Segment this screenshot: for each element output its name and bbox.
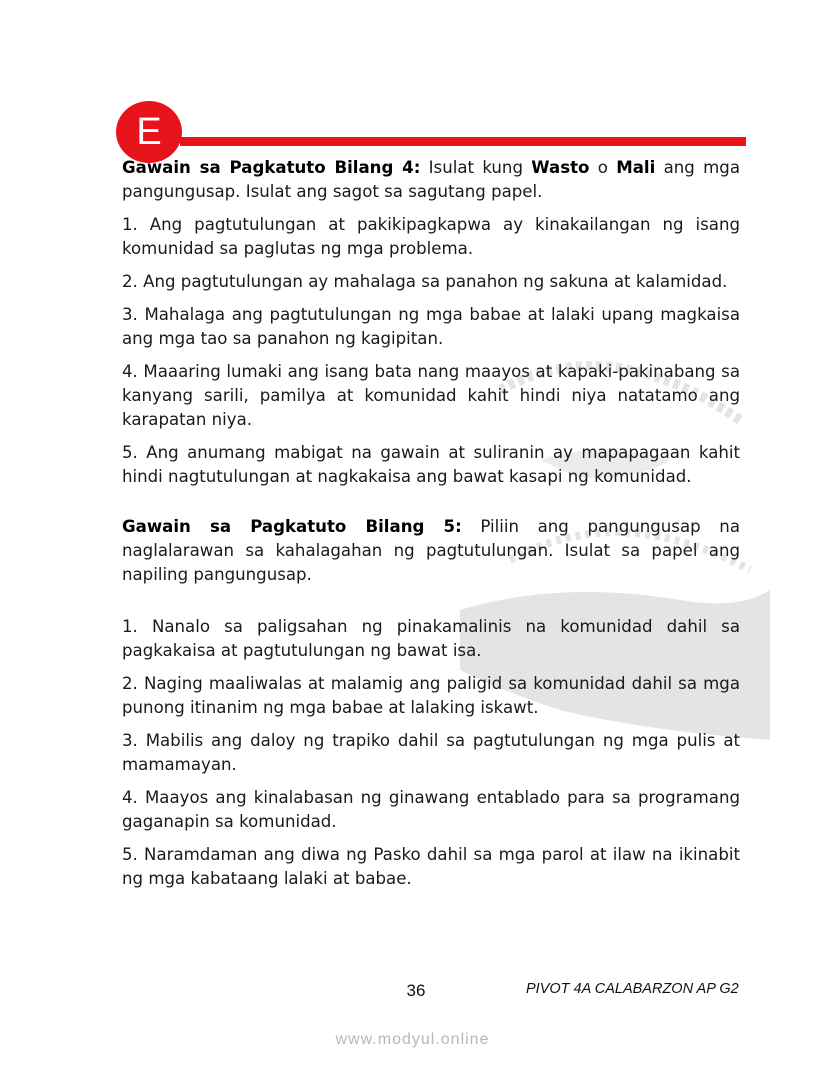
section-spacer — [122, 587, 740, 606]
task4-instruction-text: o — [589, 158, 617, 177]
task4-item-5: 5. Ang anumang mabigat na gawain at suliranin ay mapapagaan kahit hindi nagtutulungan at nagkakaisa ang bawat kasapi ng komunidad. — [122, 443, 740, 486]
task5-instruction-text: Piliin ang pangungusap na naglalarawan sa kahalagahan ng pagtutulungan. Isulat sa papel ang napiling pangungusap. — [122, 517, 740, 584]
task4-title: Gawain sa Pagkatuto Bilang 4: — [122, 158, 421, 177]
task4-instruction — [122, 156, 740, 204]
worksheet-content — [122, 156, 740, 891]
task4-item-2: 2. Ang pagtutulungan ay mahalaga sa panahon ng sakuna at kalamidad. — [122, 272, 728, 291]
task4-instruction-text: ang mga pangungusap. Isulat ang sagot sa sagutang papel. — [122, 158, 740, 201]
footer-module-title: PIVOT 4A CALABARZON AP G2 — [526, 981, 739, 997]
task5-item-5: 5. Naramdaman ang diwa ng Pasko dahil sa mga parol at ilaw na ikinabit ng mga kabataang lalaki at babae. — [122, 845, 740, 888]
task5-instruction — [122, 515, 740, 587]
task5-item-2: 2. Naging maaliwalas at malamig ang paligid sa komunidad dahil sa mga punong itinanim ng mga babae at lalaking iskawt. — [122, 674, 740, 717]
section-divider-line — [180, 137, 746, 146]
task5-item-4: 4. Maayos ang kinalabasan ng ginawang entablado para sa programang gaganapin sa komunidad. — [122, 788, 740, 831]
task4-instruction-text: Isulat kung — [420, 158, 532, 177]
site-watermark-text: www.modyul.online — [335, 1031, 490, 1048]
task5-item-1: 1. Nanalo sa paligsahan ng pinakamalinis na komunidad dahil sa pagkakaisa at pagtutulungan ng bawat isa. — [122, 617, 740, 660]
task4-item-3: 3. Mahalaga ang pagtutulungan ng mga babae at lalaki upang magkaisa ang mga tao sa panahon ng kagipitan. — [122, 305, 740, 348]
task5-title: Gawain sa Pagkatuto Bilang 5: — [122, 517, 462, 536]
task5-item-3: 3. Mabilis ang daloy ng trapiko dahil sa pagtutulungan ng mga pulis at mamamayan. — [122, 731, 740, 774]
section-badge: E — [116, 101, 182, 163]
page-number: 36 — [406, 981, 426, 1000]
keyword-wasto: Wasto — [531, 158, 590, 177]
task4-item-1: 1. Ang pagtutulungan at pakikipagkapwa ay kinakailangan ng isang komunidad sa paglutas ng mga problema. — [122, 215, 740, 258]
task4-item-4: 4. Maaaring lumaki ang isang bata nang maayos at kapaki-pakinabang sa kanyang sarili, pamilya at komunidad kahit hindi niya natatamo ang karapatan niya. — [122, 362, 740, 429]
section-spacer — [122, 489, 740, 515]
keyword-mali: Mali — [616, 158, 656, 177]
